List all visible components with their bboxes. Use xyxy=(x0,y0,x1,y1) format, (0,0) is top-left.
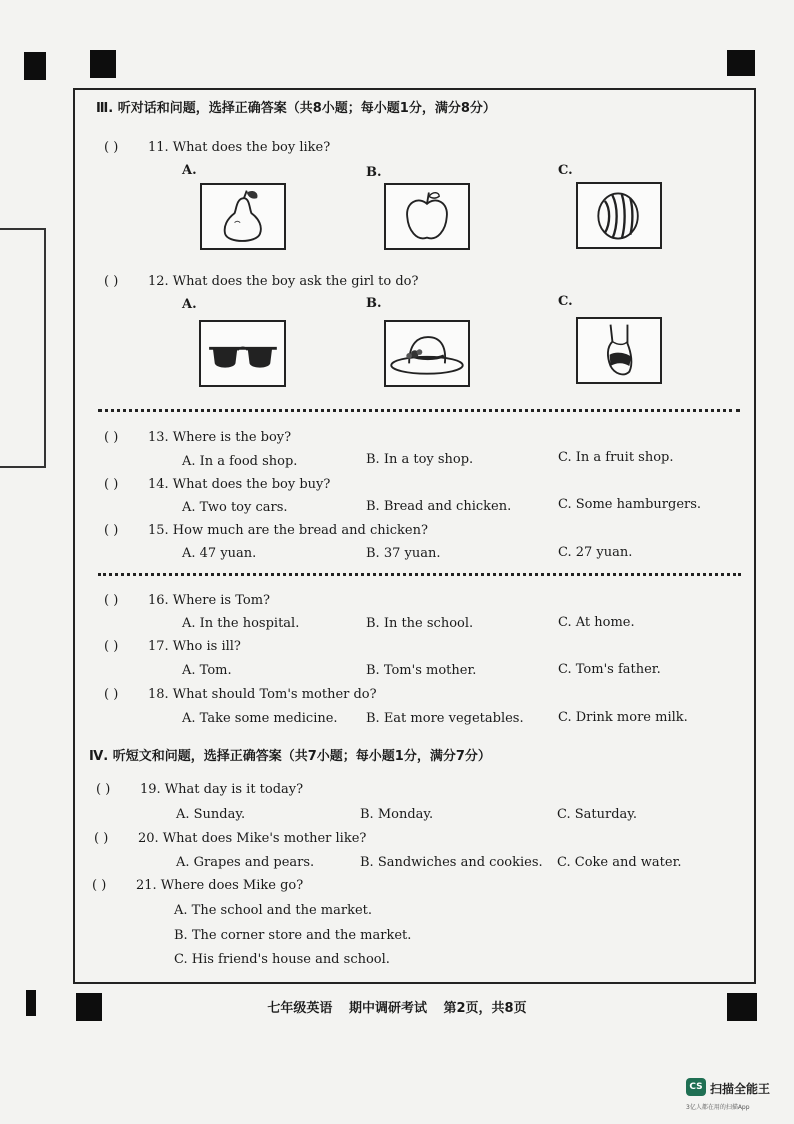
page-edge-bleed xyxy=(0,228,46,468)
option-c[interactable]: C. His friend's house and school. xyxy=(174,952,390,967)
question-text: 21. Where does Mike go? xyxy=(136,878,304,893)
answer-blank[interactable]: ( ) xyxy=(96,782,111,797)
question-19 xyxy=(96,782,303,797)
answer-blank[interactable]: ( ) xyxy=(92,878,107,893)
question-text: 13. Where is the boy? xyxy=(148,430,292,445)
section-divider xyxy=(98,573,741,576)
question-text: 17. Who is ill? xyxy=(148,639,241,654)
answer-blank[interactable]: ( ) xyxy=(104,523,119,538)
question-text: 20. What does Mike's mother like? xyxy=(138,831,367,846)
apple-icon xyxy=(386,185,468,248)
sunglasses-icon xyxy=(201,322,284,385)
option-a[interactable]: A. Take some medicine. xyxy=(182,711,338,726)
answer-blank[interactable]: ( ) xyxy=(104,477,119,492)
option-a[interactable]: A. In a food shop. xyxy=(182,454,298,469)
option-a-label: A. xyxy=(182,163,197,178)
option-a[interactable]: A. Tom. xyxy=(182,663,232,678)
option-c[interactable]: C. Coke and water. xyxy=(557,855,682,870)
option-a[interactable]: A. The school and the market. xyxy=(174,903,373,918)
answer-blank[interactable]: ( ) xyxy=(104,274,119,289)
option-b[interactable]: B. Eat more vegetables. xyxy=(366,711,524,726)
footer-subject: 七年级英语 xyxy=(267,1001,333,1016)
option-a-label: A. xyxy=(182,297,197,312)
option-c[interactable]: C. Drink more milk. xyxy=(558,710,688,725)
option-a[interactable]: A. Two toy cars. xyxy=(182,500,288,515)
question-16 xyxy=(104,593,270,608)
sunglasses-picture[interactable] xyxy=(199,320,286,387)
option-c[interactable]: C. Saturday. xyxy=(557,807,638,822)
question-11 xyxy=(104,140,330,155)
option-b[interactable]: B. In the school. xyxy=(366,616,474,631)
section-3-title: Ⅲ. 听对话和问题，选择正确答案（共8小题；每小题1分，满分8分） xyxy=(96,101,496,116)
pear-picture[interactable] xyxy=(200,183,286,250)
footer-exam: 期中调研考试 xyxy=(348,1001,427,1016)
sunhat-icon xyxy=(386,322,468,385)
page-footer xyxy=(0,997,794,1016)
answer-blank[interactable]: ( ) xyxy=(104,140,119,155)
camscanner-logo-icon: CS xyxy=(686,1078,706,1096)
answer-blank[interactable]: ( ) xyxy=(94,831,109,846)
option-b-label: B. xyxy=(366,165,382,180)
answer-blank[interactable]: ( ) xyxy=(104,687,119,702)
answer-blank[interactable]: ( ) xyxy=(104,639,119,654)
question-text: 12. What does the boy ask the girl to do? xyxy=(148,274,419,289)
registration-mark-top-left-2 xyxy=(90,50,116,78)
answer-blank[interactable]: ( ) xyxy=(104,430,119,445)
option-a[interactable]: A. In the hospital. xyxy=(182,616,300,631)
scanner-tagline: 3亿人都在用的扫描App xyxy=(686,1104,750,1111)
option-c[interactable]: C. Some hamburgers. xyxy=(558,497,702,512)
watermelon-picture[interactable] xyxy=(576,182,662,249)
question-text: 15. How much are the bread and chicken? xyxy=(148,523,428,538)
option-a[interactable]: A. Grapes and pears. xyxy=(176,855,315,870)
option-c[interactable]: C. At home. xyxy=(558,615,635,630)
option-b[interactable]: B. Sandwiches and cookies. xyxy=(360,855,543,870)
sunhat-picture[interactable] xyxy=(384,320,470,387)
option-b[interactable]: B. 37 yuan. xyxy=(366,546,441,561)
option-b[interactable]: B. Monday. xyxy=(360,807,434,822)
question-18 xyxy=(104,687,377,702)
question-17 xyxy=(104,639,241,654)
option-b-label: B. xyxy=(366,296,382,311)
question-text: 16. Where is Tom? xyxy=(148,593,271,608)
question-text: 18. What should Tom's mother do? xyxy=(148,687,377,702)
question-text: 14. What does the boy buy? xyxy=(148,477,331,492)
scanner-app-name: 扫描全能王 xyxy=(710,1082,771,1096)
question-text: 11. What does the boy like? xyxy=(148,140,331,155)
section-divider xyxy=(98,409,740,412)
option-b[interactable]: B. Bread and chicken. xyxy=(366,499,512,514)
question-text: 19. What day is it today? xyxy=(140,782,304,797)
question-12 xyxy=(104,274,418,289)
question-20 xyxy=(94,831,366,846)
section-4-title: Ⅳ. 听短文和问题，选择正确答案（共7小题；每小题1分，满分7分） xyxy=(89,749,491,764)
registration-mark-top-left xyxy=(24,52,46,80)
option-b[interactable]: B. The corner store and the market. xyxy=(174,928,412,943)
option-c[interactable]: C. In a fruit shop. xyxy=(558,450,674,465)
watermelon-icon xyxy=(578,184,660,247)
option-a[interactable]: A. Sunday. xyxy=(176,807,246,822)
option-c[interactable]: C. Tom's father. xyxy=(558,662,661,677)
option-c-label: C. xyxy=(558,163,573,178)
registration-mark-top-right xyxy=(727,50,755,76)
pear-icon xyxy=(202,185,284,248)
question-13 xyxy=(104,430,291,445)
option-a[interactable]: A. 47 yuan. xyxy=(182,546,257,561)
option-c[interactable]: C. 27 yuan. xyxy=(558,545,633,560)
question-21 xyxy=(92,878,303,893)
answer-blank[interactable]: ( ) xyxy=(104,593,119,608)
question-14 xyxy=(104,477,330,492)
swimsuit-icon xyxy=(578,319,660,382)
option-b[interactable]: B. Tom's mother. xyxy=(366,663,477,678)
option-c-label: C. xyxy=(558,294,573,309)
option-b[interactable]: B. In a toy shop. xyxy=(366,452,474,467)
swimsuit-picture[interactable] xyxy=(576,317,662,384)
apple-picture[interactable] xyxy=(384,183,470,250)
footer-page-number: 第2页，共8页 xyxy=(443,1001,527,1016)
question-15 xyxy=(104,523,428,538)
